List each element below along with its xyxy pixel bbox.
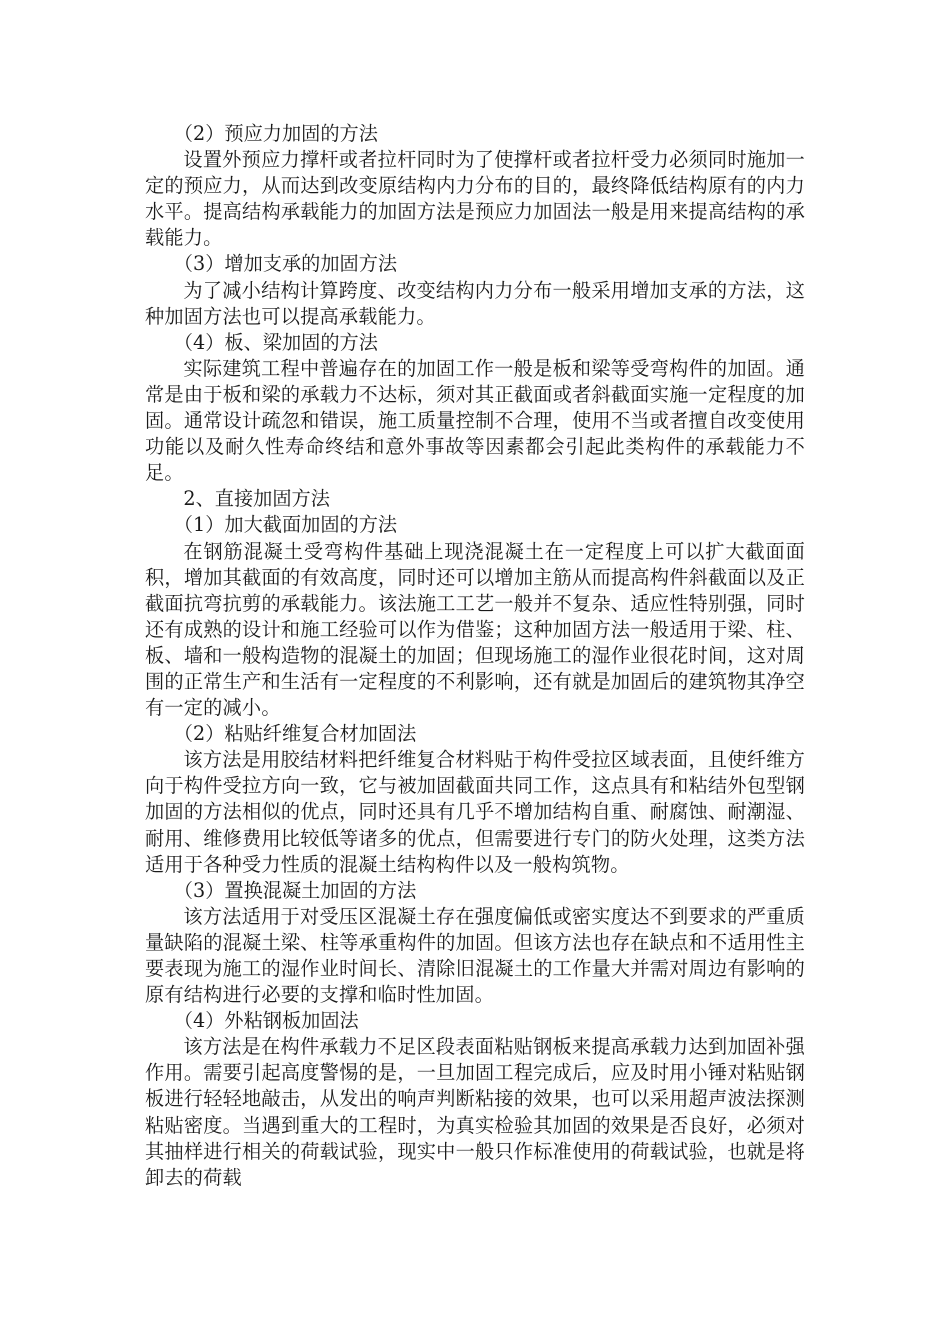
section-heading: （2）粘贴纤维复合材加固法 — [173, 722, 417, 746]
body-paragraph: 该方法是用胶结材料把纤维复合材料贴于构件受拉区域表面，且使纤维方向于构件受拉方向一致，它与被加固截面共同工作，这点具有和粘结外包型钢加固的方法相似的优点，同时还具有几乎不增加结构自重、耐腐蚀、耐潮湿、耐用、维修费用比较低等诸多的优点，但需要进行专门的防火处理，这类方法适用于各种受力性质的混凝土结构构件以及一般构筑物。 — [145, 748, 805, 876]
document-body — [145, 121, 805, 1191]
section-heading: （4）板、梁加固的方法 — [173, 330, 378, 354]
body-paragraph: 该方法是在构件承载力不足区段表面粘贴钢板来提高承载力达到加固补强作用。需要引起高度警惕的是，一旦加固工程完成后，应及时用小锤对粘贴钢板进行轻轻地敲击，从发出的响声判断粘接的效果，也可以采用超声波法探测粘贴密度。当遇到重大的工程时，为真实检验其加固的效果是否良好，必须对其抽样进行相关的荷载试验，现实中一般只作标准使用的荷载试验，也就是将卸去的荷载 — [145, 1035, 805, 1189]
section-heading: （4）外粘钢板加固法 — [173, 1009, 359, 1033]
body-paragraph: 在钢筋混凝土受弯构件基础上现浇混凝土在一定程度上可以扩大截面面积，增加其截面的有效高度，同时还可以增加主筋从而提高构件斜截面以及正截面抗弯抗剪的承载能力。该法施工工艺一般并不复杂、适应性特别强，同时还有成熟的设计和施工经验可以作为借鉴；这种加固方法一般适用于梁、柱、板、墙和一般构造物的混凝土的加固；但现场施工的湿作业很花时间，这对周围的正常生产和生活有一定程度的不利影响，还有就是加固后的建筑物其净空有一定的减小。 — [145, 539, 805, 720]
section-heading: （1）加大截面加固的方法 — [173, 513, 398, 537]
section-heading: （3）置换混凝土加固的方法 — [173, 878, 417, 902]
section-heading: （2）预应力加固的方法 — [173, 122, 378, 145]
body-paragraph: 为了减小结构计算跨度、改变结构内力分布一般采用增加支承的方法，这种加固方法也可以提高承载能力。 — [145, 278, 805, 328]
section-heading: （3）增加支承的加固方法 — [173, 252, 398, 276]
body-paragraph: 该方法适用于对受压区混凝土存在强度偏低或密实度达不到要求的严重质量缺陷的混凝土梁、柱等承重构件的加固。但该方法也存在缺点和不适用性主要表现为施工的湿作业时间长、清除旧混凝土的工作量大并需对周边有影响的原有结构进行必要的支撑和临时性加固。 — [145, 904, 805, 1007]
body-paragraph: 实际建筑工程中普遍存在的加固工作一般是板和梁等受弯构件的加固。通常是由于板和梁的承载力不达标，须对其正截面或者斜截面实施一定程度的加固。通常设计疏忽和错误，施工质量控制不合理，使用不当或者擅自改变使用功能以及耐久性寿命终结和意外事故等因素都会引起此类构件的承载能力不足。 — [145, 356, 805, 485]
chapter-heading: 2、直接加固方法 — [183, 487, 330, 511]
body-paragraph: 设置外预应力撑杆或者拉杆同时为了使撑杆或者拉杆受力必须同时施加一定的预应力，从而达到改变原结构内力分布的目的，最终降低结构原有的内力水平。提高结构承载能力的加固方法是预应力加固法一般是用来提高结构的承载能力。 — [145, 148, 805, 250]
